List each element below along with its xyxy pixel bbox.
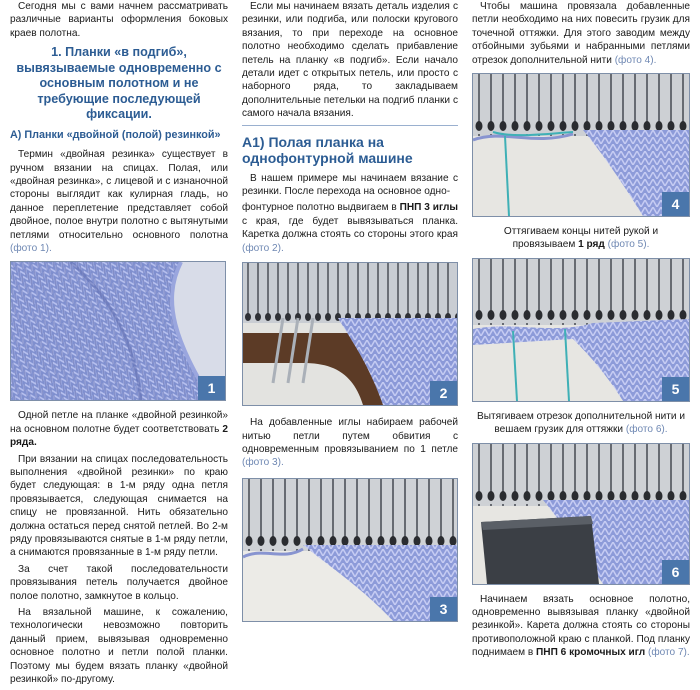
photo-2 <box>242 262 458 406</box>
emphasis-text: 2 ряда. <box>10 423 228 449</box>
paragraph-text: с края, где будет вывязываться планка. Каретка должна стоять со стороны этого края <box>242 215 458 241</box>
paragraph-machine: На вязальной машине, к сожалению, технологически невозможно повторить данный прием, вывязывая одновременно основное полотно и петли полой планки. Поэтому мы будем вязать планку «двойной резинкой» по-другому. <box>10 607 228 686</box>
subsection-heading: А) Планки «двойной (полой) резинкой» <box>10 128 221 141</box>
machine-needles-image <box>243 263 457 405</box>
intro-paragraph: Сегодня мы с вами начнем рассматривать различные варианты оформления боковых краев полотна. <box>10 1 228 39</box>
paragraph-casting-on <box>242 416 458 470</box>
paragraph-weight <box>472 0 690 67</box>
weight-hanging-image <box>473 444 689 584</box>
photo-reference: (фото 3). <box>242 457 284 469</box>
emphasis-text: ПНП 6 кромочных игл <box>536 647 646 659</box>
knitted-row-image <box>473 259 689 401</box>
waste-yarn-image <box>473 74 689 216</box>
paragraph-main-fabric <box>472 593 690 660</box>
photo-5 <box>472 258 690 402</box>
photo-number-badge: 1 <box>198 376 225 400</box>
paragraph-double-rib-definition <box>10 148 228 255</box>
paragraph-text: Оттягиваем концы нитей рукой и провязываем <box>503 226 659 251</box>
column-left <box>10 0 228 690</box>
paragraph-addition: Если мы начинаем вязать деталь изделия с резинки, или подгиба, или полоски кругового вязания, то при переходе на основное полотно необходимо сделать прибавление петель на планку «в подгиб». Если начало детали идет с открытых петель, или просто с наборного ряда, то закладываем дополнительные петельки на подгиб планки с самого начала вязания. <box>242 1 458 120</box>
photo-3 <box>242 478 458 622</box>
column-right <box>472 0 690 663</box>
section-heading-a1: А1) Полая планка на однофонтурной машине <box>242 133 413 166</box>
emphasis-text: 1 ряд <box>578 239 605 251</box>
photo-reference: (фото 6). <box>625 424 668 436</box>
photo-reference: (фото 2). <box>242 242 284 254</box>
section-heading: 1. Планки «в подгиб», вывязываемые одновременно с основным полотном и не требующие последующей фиксации. <box>16 45 222 122</box>
photo-number-badge: 6 <box>662 560 689 584</box>
paragraph-text: Начинаем вязать основное полотно, одновременно вывязывая планку «двойной резинкой». Карета должна стоять со стороны противоположной краю с планкой. Под планку поднимаем в <box>472 593 690 659</box>
paragraph-loop-ratio <box>10 409 228 449</box>
paragraph-text: Вытягиваем отрезок дополнительной нити и вешаем грузик для оттяжки <box>477 410 685 436</box>
machine-loops-image <box>243 479 457 621</box>
photo-number-badge: 2 <box>430 381 457 405</box>
photo-reference: (фото 7). <box>647 647 690 659</box>
divider <box>242 125 458 126</box>
knit-sample-image <box>11 262 225 400</box>
photo-number-badge: 4 <box>662 192 689 216</box>
column-middle <box>242 0 458 622</box>
photo-4 <box>472 73 690 217</box>
paragraph-hang-weight <box>472 410 690 437</box>
paragraph-text: Чтобы машина провязала добавленные петли необходимо на них повесить грузик для точечной оттяжки. Для этого заводим между отбойными зубьями и набранными петлями отрезок дополнительной нити <box>472 1 690 66</box>
paragraph-text: Одной петле на планке «двойной резинкой» на основном полотне будет соответствовать <box>10 410 228 435</box>
paragraph-hand-knitting: При вязании на спицах последовательность выполнения «двойной резинки» по краю будет следующая: в 1-м ряду одна петля провязывается, следующая снимается на спицу не провязанной. Нить обязательно должна остаться перед снятой петлей. Во 2-м ряду провязываются снятые в 1-м ряду петли, а снимаются провязанные в 1-м ряду петли. <box>10 453 228 559</box>
paragraph-text: На добавленные иглы набираем рабочей нитью петли путем обвития с одновременным провязыванием по 1 петле <box>242 417 458 455</box>
emphasis-text: ПНП 3 иглы <box>399 202 458 214</box>
paragraph-text: Термин «двойная резинка» существует в ручном вязании на спицах. Полая, или «двойная резинка», с лицевой и с изнаночной стороны выглядит как кулирная гладь, но данное переплетение представляет собой двойное, полое внутри полотно с вытянутыми петлями относительно основного полотна <box>10 149 228 241</box>
photo-reference: (фото 4). <box>614 54 657 66</box>
paragraph-sequence: За счет такой последовательности провязывания петель получается двойное полое полотно, замкнутое в кольцо. <box>10 563 228 602</box>
photo-1 <box>10 261 226 401</box>
paragraph-needles <box>242 201 458 255</box>
paragraph-example: В нашем примере мы начинаем вязание с резинки. После перехода на основное одно- <box>242 172 458 198</box>
paragraph-text: фонтурное полотно выдвигаем в <box>242 202 397 214</box>
photo-reference: (фото 1). <box>10 242 52 254</box>
photo-reference: (фото 5). <box>607 239 650 251</box>
photo-number-badge: 5 <box>662 377 689 401</box>
photo-6 <box>472 443 690 585</box>
photo-number-badge: 3 <box>430 597 457 621</box>
paragraph-knit-row <box>472 225 690 252</box>
